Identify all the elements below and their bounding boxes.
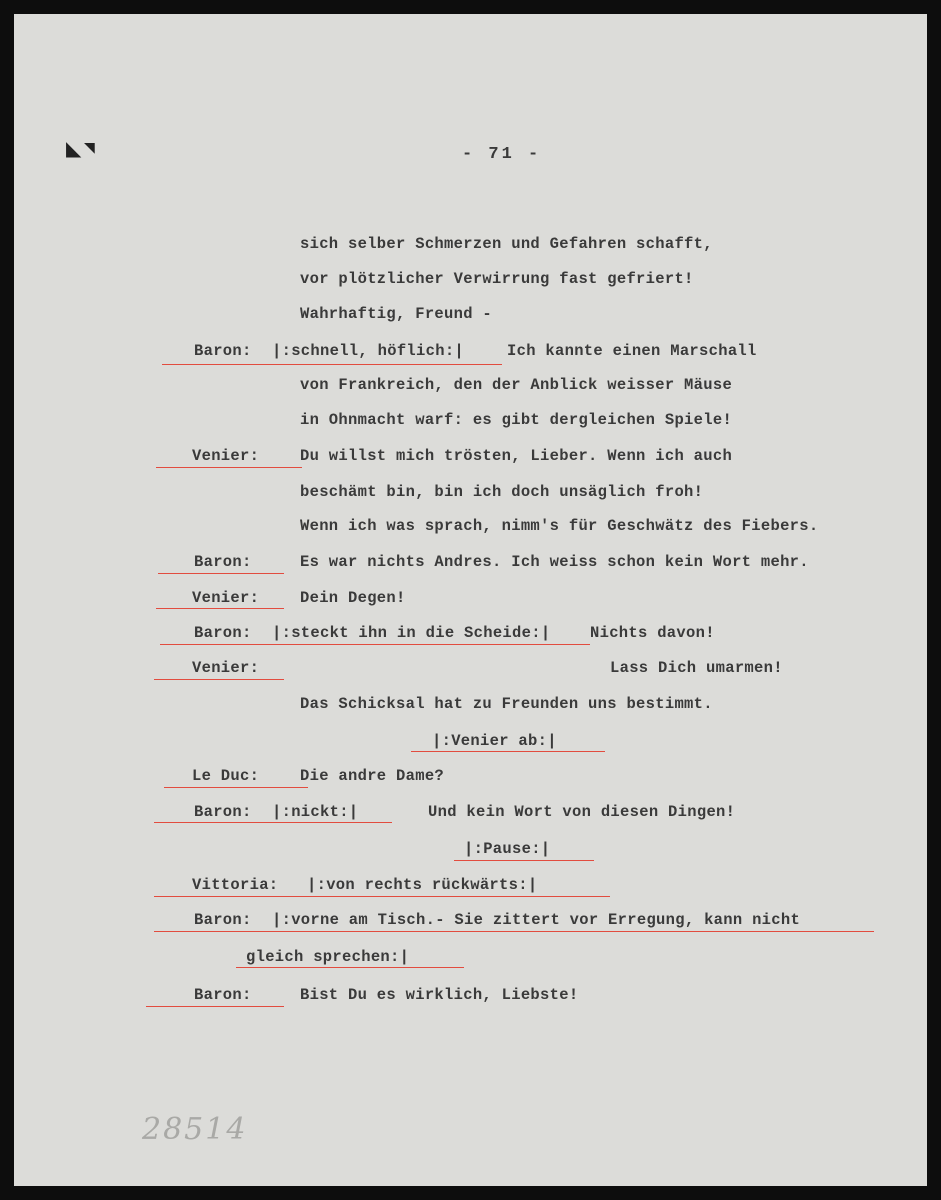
text-line: Du willst mich trösten, Lieber. Wenn ich auch [300,447,733,465]
text-line: Ich kannte einen Marschall [507,342,757,360]
text-line: Die andre Dame? [300,767,445,785]
stage-direction: |:nickt:| [272,803,359,821]
stage-direction: |:schnell, höflich:| [272,342,465,360]
stage-direction: |:von rechts rückwärts:| [307,876,538,894]
speaker-name: Baron: [194,803,252,821]
text-line: Wahrhaftig, Freund - [300,305,493,323]
speaker-name: Le Duc: [192,767,260,785]
speaker-name: Baron: [194,624,252,642]
stage-direction: |:Pause:| [464,840,551,858]
stage-direction: |:Venier ab:| [432,732,557,750]
speaker-name: Baron: [194,911,252,929]
text-line: Dein Degen! [300,589,406,607]
speaker-name: Venier: [192,447,260,465]
text-line: Lass Dich umarmen! [610,659,783,677]
text-line: Bist Du es wirklich, Liebste! [300,986,579,1004]
corner-mark-icon: ◣ [66,136,82,160]
red-underline [158,573,284,574]
text-line: Wenn ich was sprach, nimm's für Geschwätz des Fiebers. [300,517,819,535]
text-line: in Ohnmacht warf: es gibt dergleichen Spiele! [300,411,733,429]
red-underline [154,822,392,823]
typescript-page [14,14,927,1186]
stage-direction: |:vorne am Tisch.- Sie zittert vor Erregung, kann nicht [272,911,801,929]
corner-mark-icon: ◥ [84,140,95,156]
red-underline [156,608,284,609]
red-underline [411,751,605,752]
red-underline [162,364,502,365]
stage-direction: |:steckt ihn in die Scheide:| [272,624,551,642]
speaker-name: Baron: [194,986,252,1004]
text-line: vor plötzlicher Verwirrung fast gefriert! [300,270,694,288]
text-line: von Frankreich, den der Anblick weisser Mäuse [300,376,733,394]
stage-direction: gleich sprechen:| [246,948,410,966]
red-underline [160,644,590,645]
red-underline [154,679,284,680]
speaker-name: Venier: [192,659,260,677]
red-underline [156,467,302,468]
red-underline [154,931,874,932]
speaker-name: Venier: [192,589,260,607]
speaker-name: Baron: [194,342,252,360]
red-underline [154,896,610,897]
archive-number: 28514 [142,1112,248,1147]
text-line: beschämt bin, bin ich doch unsäglich froh! [300,483,704,501]
red-underline [236,967,464,968]
text-line: sich selber Schmerzen und Gefahren schafft, [300,235,713,253]
text-line: Nichts davon! [590,624,715,642]
page-number: - 71 - [462,145,542,164]
red-underline [164,787,308,788]
speaker-name: Vittoria: [192,876,279,894]
text-line: Das Schicksal hat zu Freunden uns bestimmt. [300,695,713,713]
text-line: Es war nichts Andres. Ich weiss schon kein Wort mehr. [300,553,809,571]
red-underline [146,1006,284,1007]
speaker-name: Baron: [194,553,252,571]
red-underline [454,860,594,861]
text-line: Und kein Wort von diesen Dingen! [428,803,736,821]
